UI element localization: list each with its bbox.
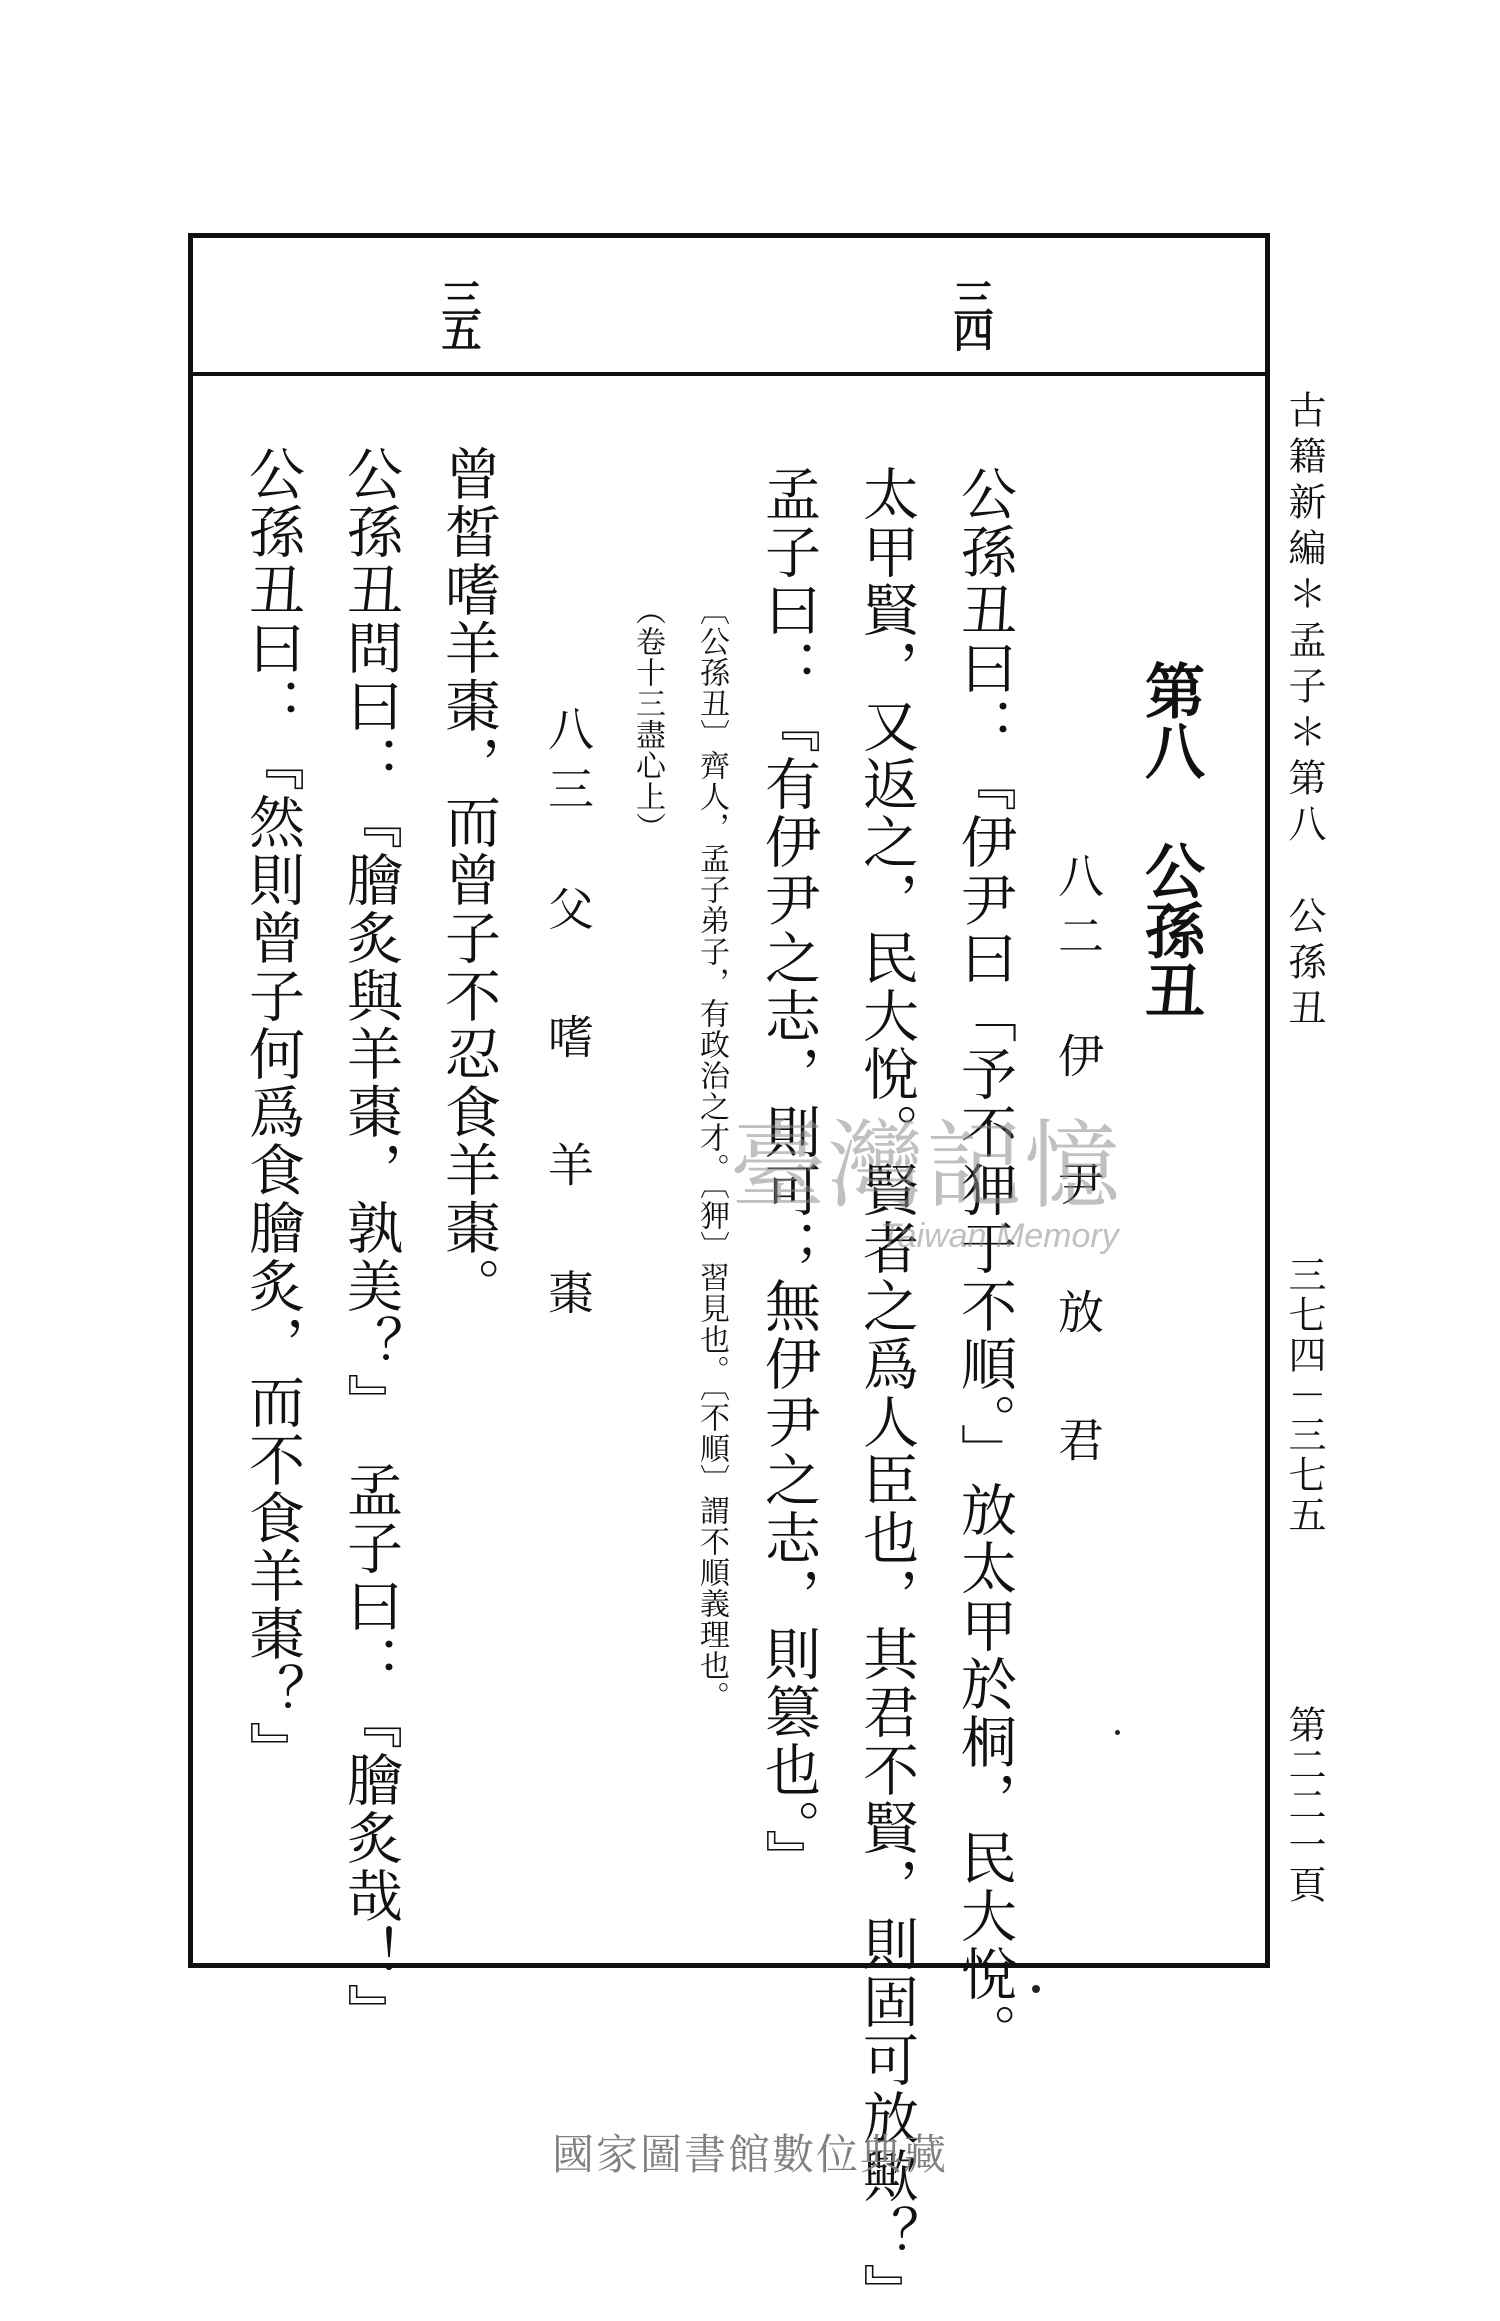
header-divider <box>188 372 1270 376</box>
section-83-heading: 八三 父 嗜 羊 棗 <box>541 705 595 1329</box>
footer-collection-label: 國家圖書館數位典藏 <box>551 2130 948 2179</box>
section-82-paragraph-3: 孟子曰：『有伊尹之志，則可；無伊尹之志，則篡也。』 <box>756 465 821 1887</box>
margin-book-title: 古籍新編＊孟子＊第八 公孫丑 <box>1282 390 1326 1034</box>
section-83-paragraph-3: 公孫丑曰：『然則曾子何爲食膾炙，而不食羊棗？』 <box>240 445 305 1779</box>
header-left-number: 三五 <box>435 278 482 346</box>
watermark-chinese: 臺灣記憶 <box>730 1110 1122 1222</box>
margin-page-range: 三七四－三七五 <box>1282 1255 1326 1535</box>
section-82-note: 〔公孫丑〕齊人，孟子弟子，有政治之才。〔狎〕習見也。〔不順〕謂不順義理也。 <box>694 595 729 1712</box>
watermark-english: Taiwan Memory <box>880 1217 1119 1255</box>
speck <box>1032 1985 1040 1993</box>
section-83-paragraph-1: 曾皙嗜羊棗，而曾子不忍食羊棗。 <box>436 445 501 1315</box>
section-83-paragraph-2: 公孫丑問曰：『膾炙與羊棗，孰美？』 孟子曰：『膾炙哉！』 <box>338 445 403 2041</box>
section-82-source: （卷十三盡心上） <box>630 595 665 843</box>
chapter-title: 第八 公孫丑 <box>1135 660 1205 1020</box>
header-right-number: 三四 <box>947 278 994 346</box>
section-82-heading: 八二 伊 尹 放 君 <box>1051 852 1105 1476</box>
speck <box>1115 1730 1120 1735</box>
section-82-paragraph-2: 太甲賢，又返之，民大悅。賢者之爲人臣也，其君不賢，則固可放歟？』 <box>854 465 919 2321</box>
margin-page-number: 第二二一頁 <box>1282 1705 1326 1905</box>
section-82-paragraph-1: 公孫丑曰：『伊尹曰「予不狎于不順。」放太甲於桐，民大悅。 <box>952 465 1017 2061</box>
